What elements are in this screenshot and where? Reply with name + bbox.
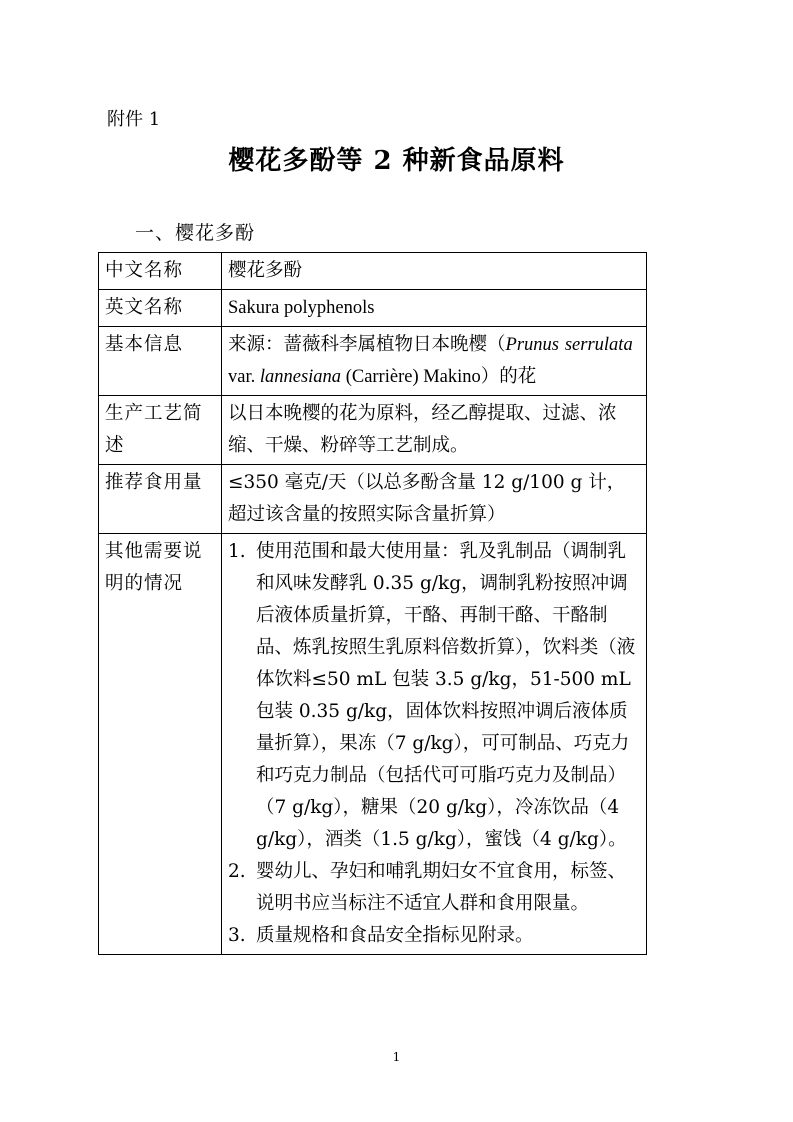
row-label-other-notes: 其他需要说明的情况 [99, 534, 222, 955]
note-text: 使用范围和最大使用量：乳及乳制品（调制乳和风味发酵乳 0.35 g/kg，调制乳粉按照冲调后液体质量折算，干酪、再制干酪、干酪制品、炼乳按照生乳原料倍数折算），饮料类（液体饮料≤50 mL 包装 3.5 g/kg，51-500 mL 包装 0.35 g/kg，固体饮料按照冲调后液体质量折算），果冻（7 g/kg），可可制品、巧克力和巧克力制品（包括代可可脂巧克力及制品）（7 g/kg），糖果（20 g/kg），冷冻饮品（4 g/kg），酒类（1.5 g/kg），蜜饯（4 g/kg）。 [256, 541, 636, 850]
note-number: 2. [228, 861, 246, 882]
annex-label: 附件 1 [107, 109, 161, 130]
variety-name: lannesiana [259, 367, 342, 387]
row-value-process: 以日本晚樱的花为原料，经乙醇提取、过滤、浓缩、干燥、粉碎等工艺制成。 [222, 396, 647, 465]
list-item [228, 920, 640, 952]
row-label-english-name: 英文名称 [99, 290, 222, 327]
note-number: 3. [228, 925, 246, 946]
table-row [99, 465, 647, 534]
row-label-basic-info: 基本信息 [99, 327, 222, 396]
genus-name: Prunus [505, 335, 559, 355]
authority-name: (Carrière) Makino [341, 367, 481, 387]
row-value-other-notes [222, 534, 647, 955]
row-label-chinese-name: 中文名称 [99, 253, 222, 290]
row-value-english-name: Sakura polyphenols [222, 290, 647, 327]
row-label-recommended-intake: 推荐食用量 [99, 465, 222, 534]
document-title: 樱花多酚等 2 种新食品原料 [228, 146, 565, 176]
row-value-recommended-intake: ≤350 毫克/天（以总多酚含量 12 g/100 g 计，超过该含量的按照实际含量折算） [222, 465, 647, 534]
note-text: 质量规格和食品安全指标见附录。 [256, 925, 534, 946]
row-value-basic-info [222, 327, 647, 396]
note-text: 婴幼儿、孕妇和哺乳期妇女不宜食用，标签、说明书应当标注不适宜人群和食用限量。 [256, 861, 627, 914]
page-number: 1 [392, 1050, 401, 1064]
spec-table [98, 252, 647, 955]
list-item [228, 856, 640, 920]
table-row [99, 396, 647, 465]
table-row [99, 290, 647, 327]
var-label: var. [228, 367, 260, 387]
notes-list [228, 536, 640, 952]
species-name: serrulata [564, 335, 633, 355]
source-suffix: ）的花 [480, 366, 537, 387]
list-item [228, 536, 640, 856]
source-prefix: 来源：蔷薇科李属植物日本晚樱（ [228, 334, 506, 355]
row-label-process: 生产工艺简述 [99, 396, 222, 465]
section-heading: 一、樱花多酚 [135, 222, 256, 244]
row-value-chinese-name: 樱花多酚 [222, 253, 647, 290]
table-row [99, 327, 647, 396]
table-row [99, 253, 647, 290]
note-number: 1. [228, 541, 246, 562]
table-row [99, 534, 647, 955]
